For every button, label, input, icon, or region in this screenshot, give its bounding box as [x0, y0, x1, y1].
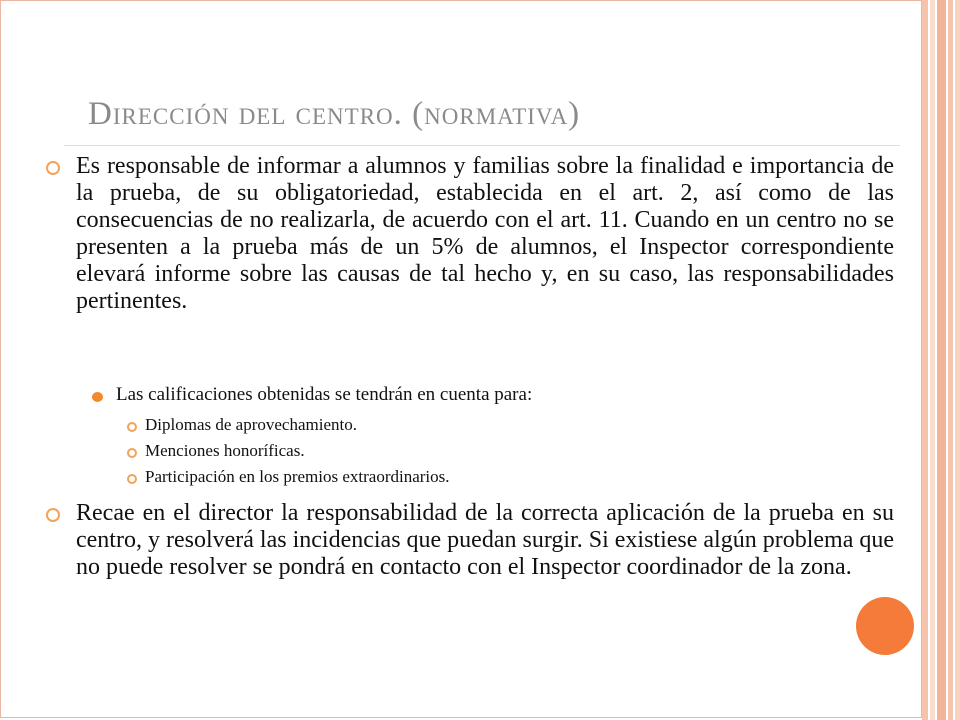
bullet-ring-icon	[46, 508, 60, 522]
sub-heading: Las calificaciones obtenidas se tendrán en cuenta para:	[116, 384, 533, 405]
title-divider	[64, 145, 900, 146]
decor-stripe	[922, 0, 928, 720]
list-item: Menciones honoríficas.	[145, 441, 305, 460]
list-item: Participación en los premios extraordinarios.	[145, 467, 450, 486]
bullet-ring-icon	[46, 161, 60, 175]
decorative-circle	[856, 597, 914, 655]
filled-dot-icon	[92, 392, 103, 402]
small-ring-icon	[127, 448, 137, 458]
small-ring-icon	[127, 422, 137, 432]
paragraph-responsabilidad: Es responsable de informar a alumnos y familias sobre la finalidad e importancia de la prueba, de su obligatoriedad, establecida en el art. 2, así como de las consecuencias de no realizarla, de acuerdo con el art. 11. Cuando en un centro no se presenten a la prueba más de un 5% de alumnos, el Inspector correspondiente elevará informe sobre las causas de tal hecho y, en su caso, las responsabilidades pertinentes.	[76, 153, 894, 314]
paragraph-director: Recae en el director la responsabilidad de la correcta aplicación de la prueba en su centro, y resolverá las incidencias que puedan surgir. Si existiese algún problema que no puede resolver se pondrá en contacto con el Inspector coordinador de la zona.	[76, 500, 894, 580]
decor-stripe	[930, 0, 935, 720]
small-ring-icon	[127, 474, 137, 484]
list-item: Diplomas de aprovechamiento.	[145, 415, 357, 434]
slide-title: Dirección del centro. (normativa)	[88, 96, 581, 132]
decor-stripe	[955, 0, 960, 720]
decor-stripe	[948, 0, 953, 720]
decor-stripe	[937, 0, 946, 720]
